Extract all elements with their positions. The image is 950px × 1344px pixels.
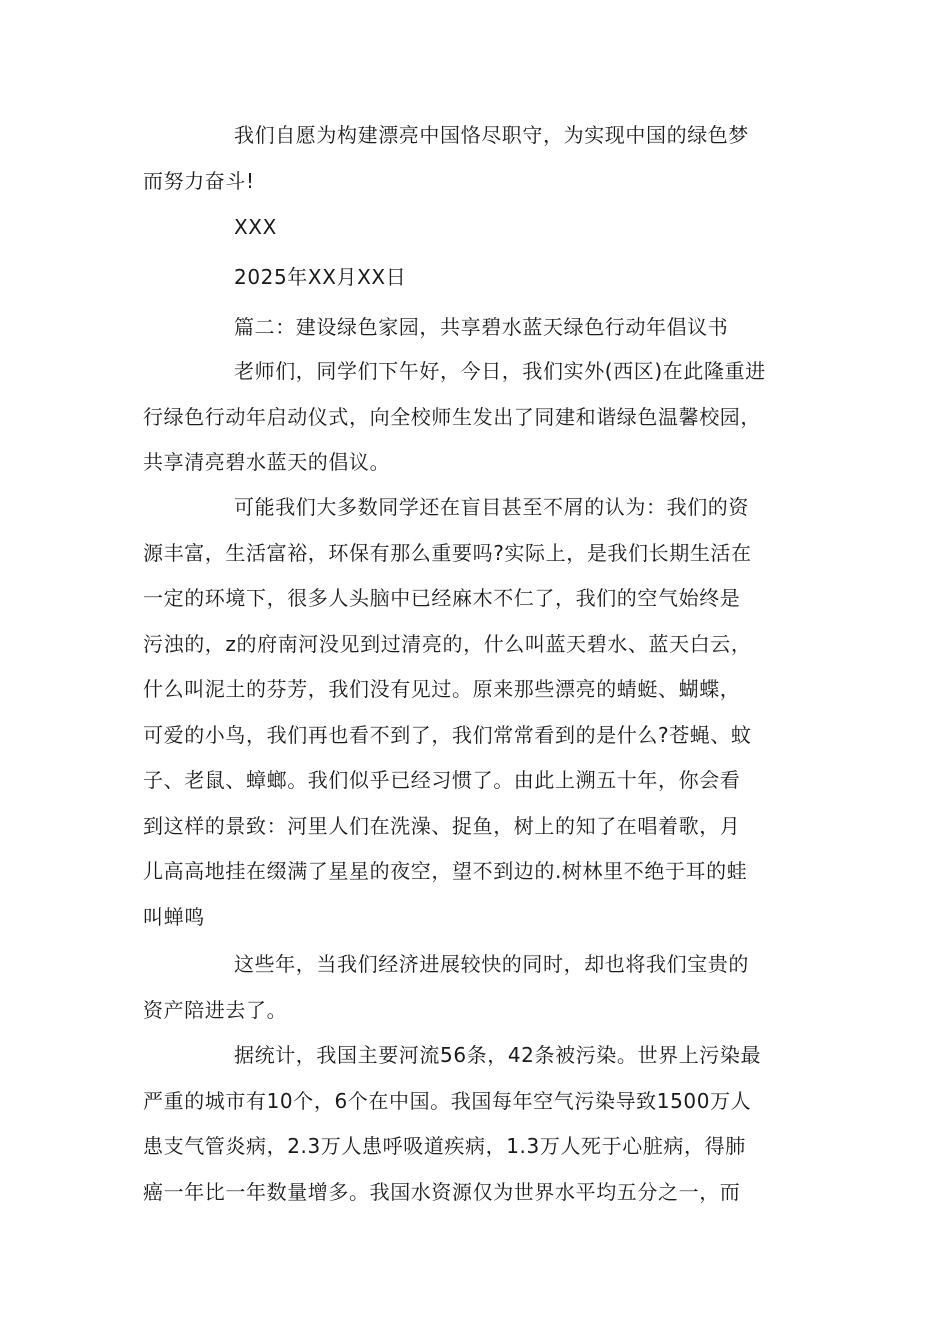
date: 2025年XX月XX日 <box>234 265 407 289</box>
paragraph-line: 资产陪进去了。 <box>143 997 288 1022</box>
paragraph-line: 子、老鼠、蟑螂。我们似乎已经习惯了。由此上溯五十年，你会看 <box>143 768 741 792</box>
paragraph-line: 而努力奋斗! <box>143 168 255 193</box>
paragraph-line: 可能我们大多数同学还在盲目甚至不屑的认为：我们的资 <box>234 495 749 519</box>
paragraph-line: 癌一年比一年数量增多。我国水资源仅为世界水平均五分之一，而 <box>143 1179 741 1204</box>
paragraph-line: 什么叫泥土的芬芳，我们没有见过。原来那些漂亮的蜻蜓、蝴蝶， <box>143 677 741 701</box>
paragraph-greeting <box>143 349 813 486</box>
paragraph-line: 可爱的小鸟，我们再也看不到了，我们常常看到的是什么?苍蝇、蚊 <box>143 722 752 747</box>
paragraph-line: 严重的城市有10个，6个在中国。我国每年空气污染导致1500万人 <box>143 1088 752 1113</box>
paragraph-line: 儿高高地挂在缀满了星星的夜空，望不到边的.树林里不绝于耳的蛙 <box>143 859 748 883</box>
section-title: 篇二：建设绿色家园，共享碧水蓝天绿色行动年倡议书 <box>234 315 729 339</box>
paragraph-line: 污浊的，z的府南河没见到过清亮的，什么叫蓝天碧水、蓝天白云， <box>143 631 752 656</box>
paragraph-line: 据统计，我国主要河流56条，42条被污染。世界上污染最 <box>234 1043 762 1067</box>
paragraph-environment <box>143 485 813 940</box>
paragraph-line: 我们自愿为构建漂亮中国恪尽职守，为实现中国的绿色梦 <box>234 123 749 147</box>
paragraph-line: 行绿色行动年启动仪式，向全校师生发出了同建和谐绿色温馨校园， <box>143 404 761 429</box>
paragraph-pledge <box>143 113 813 204</box>
paragraph-economy <box>143 942 813 1033</box>
paragraph-line: 患支气管炎病，2.3万人患呼吸道疾病，1.3万人死于心脏病，得肺 <box>143 1134 746 1158</box>
paragraph-line: 源丰富，生活富裕，环保有那么重要吗?实际上，是我们长期生活在 <box>143 540 752 565</box>
paragraph-line: 到这样的景致：河里人们在洗澡、捉鱼，树上的知了在唱着歌，月 <box>143 813 741 838</box>
paragraph-line: 一定的环境下，很多人头脑中已经麻木不仁了，我们的空气始终是 <box>143 586 741 610</box>
paragraph-line: 共享清亮碧水蓝天的倡议。 <box>143 450 391 474</box>
paragraph-line: 老师们，同学们下午好，今日，我们实外(西区)在此隆重进 <box>234 359 766 383</box>
paragraph-line: 叫蝉鸣 <box>143 904 205 929</box>
signature: XXX <box>234 215 277 239</box>
paragraph-statistics <box>143 1033 813 1215</box>
paragraph-line: 这些年，当我们经济进展较快的同时，却也将我们宝贵的 <box>234 952 749 976</box>
